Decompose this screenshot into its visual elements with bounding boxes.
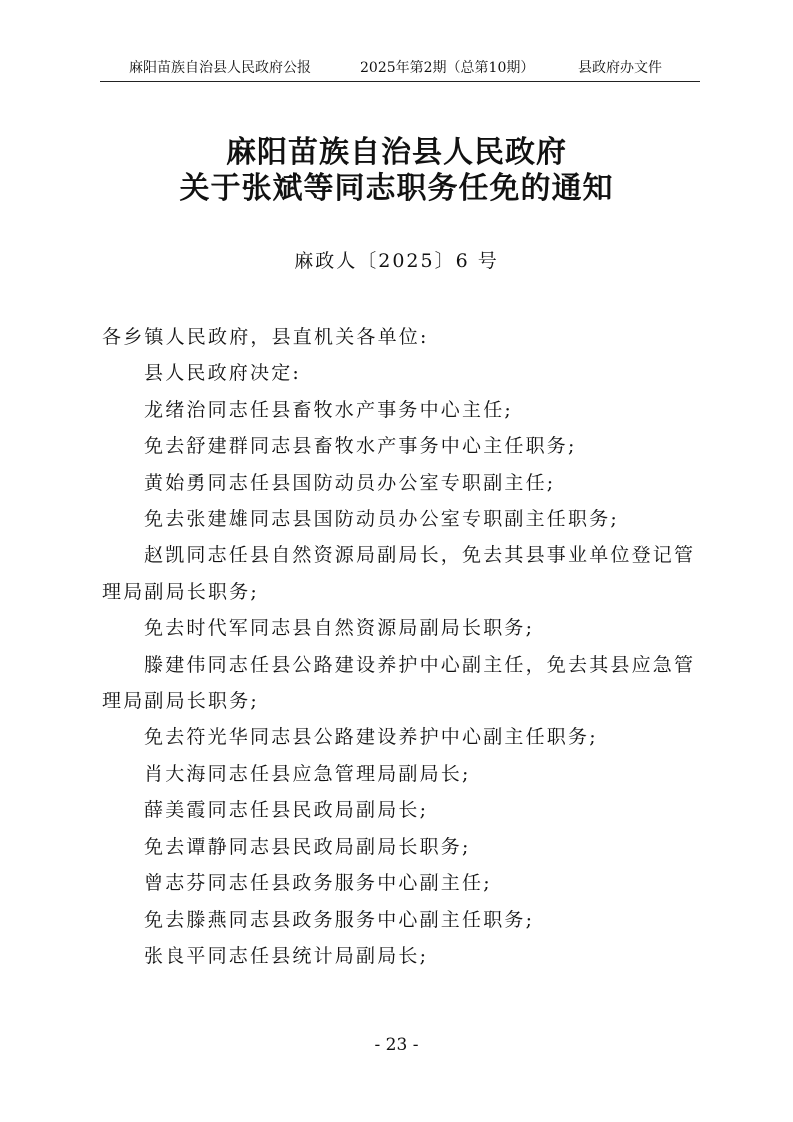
document-body — [102, 319, 702, 974]
paragraph: 免去张建雄同志县国防动员办公室专职副主任职务; — [144, 508, 620, 531]
paragraph: 免去时代军同志县自然资源局副局长职务; — [144, 617, 535, 640]
salutation: 各乡镇人民政府，县直机关各单位: — [102, 326, 429, 348]
document-number: 麻政人〔2025〕6 号 — [294, 250, 499, 272]
paragraph: 免去符光华同志县公路建设养护中心副主任职务; — [144, 726, 598, 749]
paragraph: 肖大海同志任县应急管理局副局长; — [144, 762, 471, 785]
running-header — [100, 56, 700, 80]
header-divider — [100, 81, 700, 82]
page-number: - 23 - — [374, 1035, 419, 1055]
paragraph: 张良平同志任县统计局副局长; — [144, 944, 429, 967]
paragraph: 县人民政府决定: — [144, 362, 302, 385]
document-title-line-1: 麻阳苗族自治县人民政府 — [226, 135, 567, 170]
paragraph: 滕建伟同志任县公路建设养护中心副主任，免去其县应急管理局副局长职务; — [102, 653, 696, 713]
paragraph: 赵凯同志任县自然资源局副局长，免去其县事业单位登记管理局副局长职务; — [102, 544, 696, 603]
paragraph: 免去滕燕同志县政务服务中心副主任职务; — [144, 908, 535, 931]
paragraph: 黄始勇同志任县国防动员办公室专职副主任; — [144, 471, 556, 494]
document-title-line-2: 关于张斌等同志职务任免的通知 — [179, 171, 614, 206]
paragraph: 曾志芬同志任县政务服务中心副主任; — [144, 872, 492, 895]
document-category: 县政府办文件 — [578, 60, 662, 76]
paragraph: 薛美霞同志任县民政局副局长; — [144, 799, 429, 822]
issue-info: 2025年第2期（总第10期） — [360, 60, 535, 76]
gazette-name: 麻阳苗族自治县人民政府公报 — [129, 60, 311, 76]
paragraph: 免去谭静同志县民政局副局长职务; — [144, 835, 471, 858]
paragraph: 龙绪治同志任县畜牧水产事务中心主任; — [144, 398, 514, 421]
paragraph: 免去舒建群同志县畜牧水产事务中心主任职务; — [144, 435, 577, 458]
